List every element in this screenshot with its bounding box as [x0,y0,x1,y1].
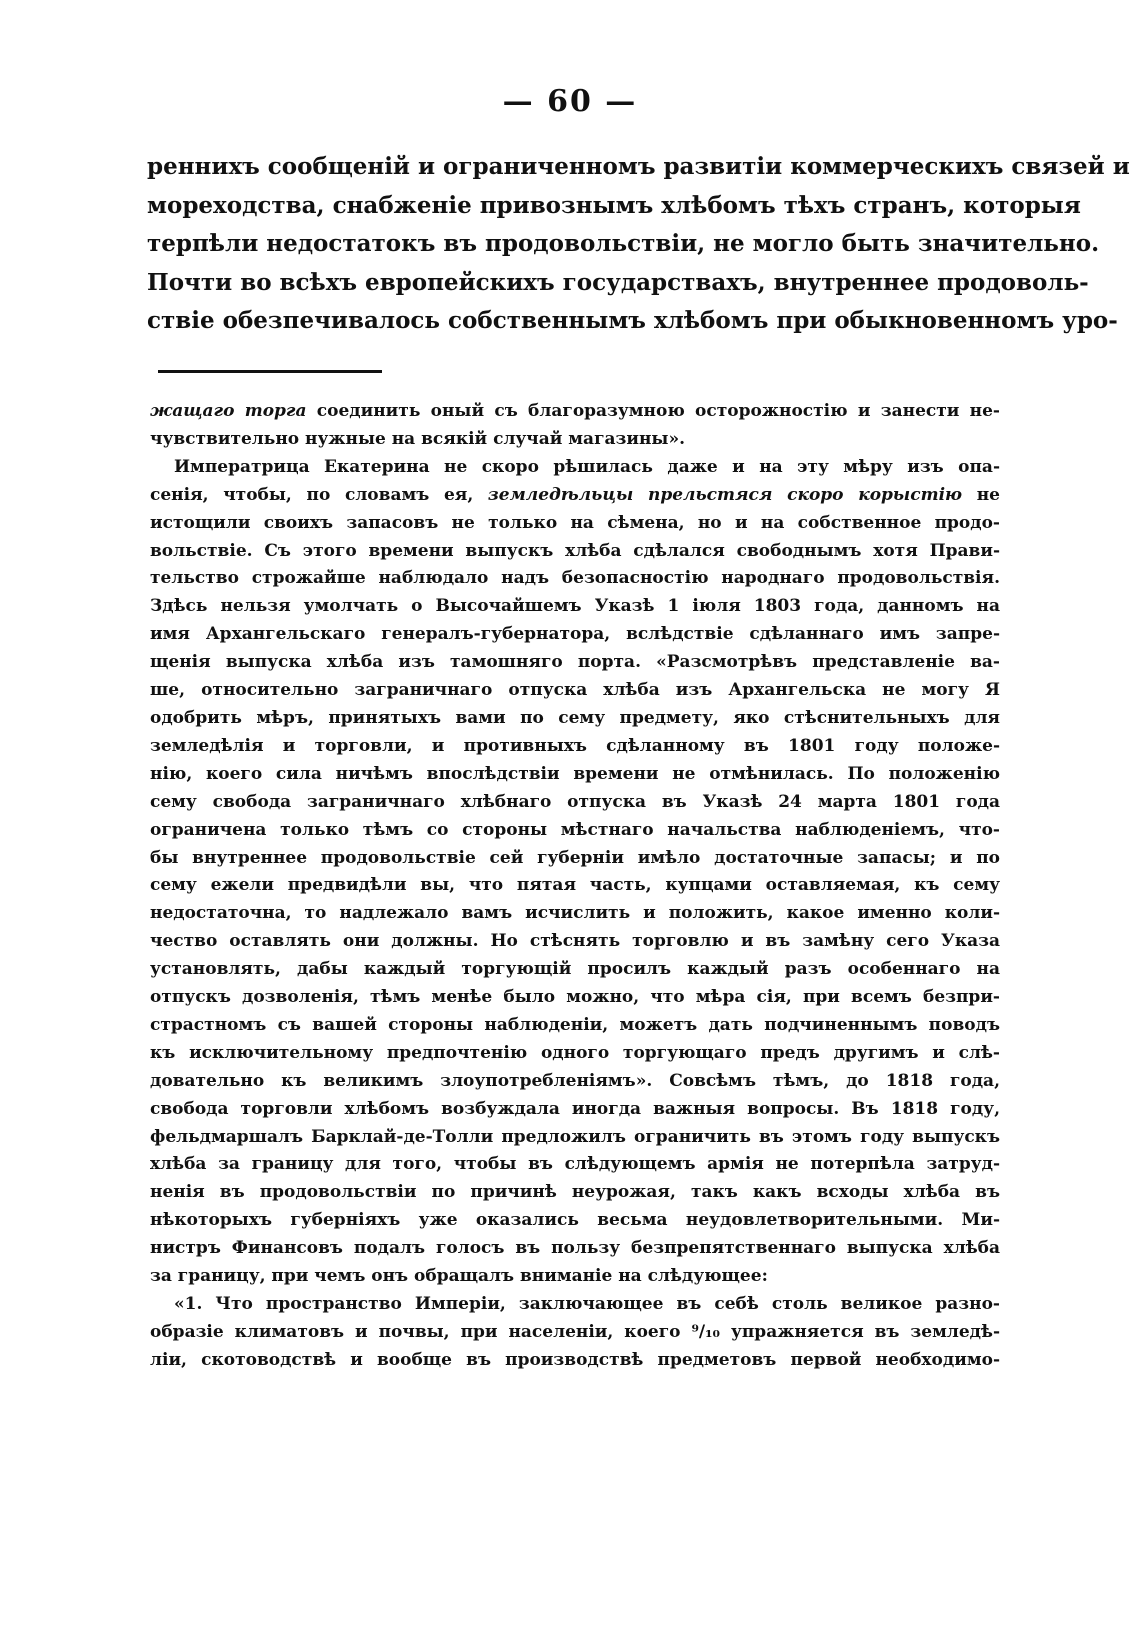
main-text-block [147,148,1130,341]
footnote-divider [158,370,382,373]
main-text-line: терпѣли недостатокъ въ продовольствіи, не могло быть значительно. [147,230,1100,257]
footnote-line: Здѣсь нельзя умолчать о Высочайшемъ Указѣ 1 іюля 1803 года, данномъ на [150,596,1000,617]
footnote-line [150,398,1000,426]
footnote-line: за границу, при чемъ онъ обращалъ вниманіе на слѣдующее: [150,1266,768,1287]
footnote-italic-phrase: земледѣльцы прельстяся скоро корыстію [487,484,963,505]
footnote-line: щенія выпуска хлѣба изъ тамошняго порта. «Разсмотрѣвъ представленіе ва- [150,652,1000,673]
footnote-line: ше, относительно заграничнаго отпуска хлѣба изъ Архангельска не могу Я [150,680,1000,701]
footnote-line: земледѣлія и торговли, и противныхъ сдѣланному въ 1801 году положе- [150,735,1000,756]
footnote-line: довательно къ великимъ злоупотребленіямъ». Совсѣмъ тѣмъ, до 1818 года, [150,1070,1000,1091]
footnote-line: свобода торговли хлѣбомъ возбуждала иногда важныя вопросы. Въ 1818 году, [150,1098,1000,1119]
footnote-line: нистръ Финансовъ подалъ голосъ въ пользу безпрепятственнаго выпуска хлѣба [150,1238,1000,1259]
footnote-line: одобрить мѣръ, принятыхъ вами по сему предмету, яко стѣснительныхъ для [150,707,1000,728]
main-text-line: мореходства, снабженіе привознымъ хлѣбомъ тѣхъ странъ, которыя [147,191,1081,219]
main-text-line: ствіе обезпечивалось собственнымъ хлѣбомъ при обыкновенномъ уро- [147,307,1118,334]
footnote-line: нію, коего сила ничѣмъ впослѣдствіи времени не отмѣнилась. По положенію [150,763,1000,784]
footnote-line-text: соединить оный съ благоразумною осторожностію и занести не- [306,401,1000,421]
footnote-line: вольствіе. Съ этого времени выпускъ хлѣба сдѣлался свободнымъ хотя Прави- [150,540,1000,561]
footnote-line: ограничена только тѣмъ со стороны мѣстнаго начальства наблюденіемъ, что- [150,819,1000,840]
footnote-line: недостаточна, то надлежало вамъ исчислить и положить, какое именно коли- [150,903,1000,924]
footnote-line: тельство строжайше наблюдало надъ безопасностію народнаго продовольствія. [150,568,1000,589]
footnote-line: установлять, дабы каждый торгующій просилъ каждый разъ особеннаго на [150,959,1000,980]
footnote-block [150,398,1000,1375]
footnote-line: къ исключительному предпочтенію одного торгующаго предъ другимъ и слѣ- [150,1042,1000,1063]
footnote-line: имя Архангельскаго генералъ-губернатора, вслѣдствіе сдѣланнаго имъ запре- [150,624,1000,645]
footnote-line: хлѣба за границу для того, чтобы въ слѣдующемъ армія не потерпѣла затруд- [150,1154,1000,1175]
footnote-line: бы внутреннее продовольствіе сей губерніи имѣло достаточные запасы; и по [150,847,1000,868]
footnote-quote-line: образіе климатовъ и почвы, при населеніи, коего ⁹/₁₀ упражняется въ земледѣ- [150,1321,1000,1342]
main-text-line: Почти во всѣхъ европейскихъ государствахъ, внутреннее продоволь- [147,268,1089,296]
footnote-paragraph-start: Императрица Екатерина не скоро рѣшилась даже и на эту мѣру изъ опа- [174,456,1000,477]
main-text-line: реннихъ сообщеній и ограниченномъ развитіи коммерческихъ связей и [147,153,1130,180]
footnote-line: истощили своихъ запасовъ не только на сѣмена, но и на собственное продо- [150,512,1000,533]
footnote-quote-line: ліи, скотоводствѣ и вообще въ производствѣ предметовъ первой необходимо- [150,1349,1000,1370]
footnote-italic-phrase: жащаго торга [150,401,307,421]
footnote-line [150,482,1000,510]
footnote-line: страстномъ съ вашей стороны наблюденіи, можетъ дать подчиненнымъ поводъ [150,1014,1000,1035]
footnote-line: сему ежели предвидѣли вы, что пятая часть, купцами оставляемая, къ сему [150,875,1000,896]
footnote-line: фельдмаршалъ Барклай-де-Толли предложилъ ограничить въ этомъ году выпускъ [150,1126,1000,1147]
footnote-line: чество оставлять они должны. Но стѣснять торговлю и въ замѣну сего Указа [150,931,1000,952]
footnote-line: чувствительно нужные на всякій случай магазины». [150,428,685,449]
footnote-line: нѣкоторыхъ губерніяхъ уже оказались весьма неудовлетворительными. Ми- [150,1210,1000,1231]
footnote-line-text: не [962,484,1000,505]
footnote-line: отпускъ дозволенія, тѣмъ менѣе было можно, что мѣра сія, при всемъ безпри- [150,987,1000,1008]
footnote-quote-line: «1. Что пространство Имперіи, заключающее въ себѣ столь великое разно- [174,1294,1000,1314]
page-number: — 60 — [502,84,638,119]
footnote-line-text: сенія, чтобы, по словамъ ея, [150,484,488,505]
footnote-line: сему свобода заграничнаго хлѣбнаго отпуска въ Указѣ 24 марта 1801 года [150,791,1000,812]
footnote-line: ненія въ продовольствіи по причинѣ неурожая, такъ какъ всходы хлѣба въ [150,1182,1000,1203]
